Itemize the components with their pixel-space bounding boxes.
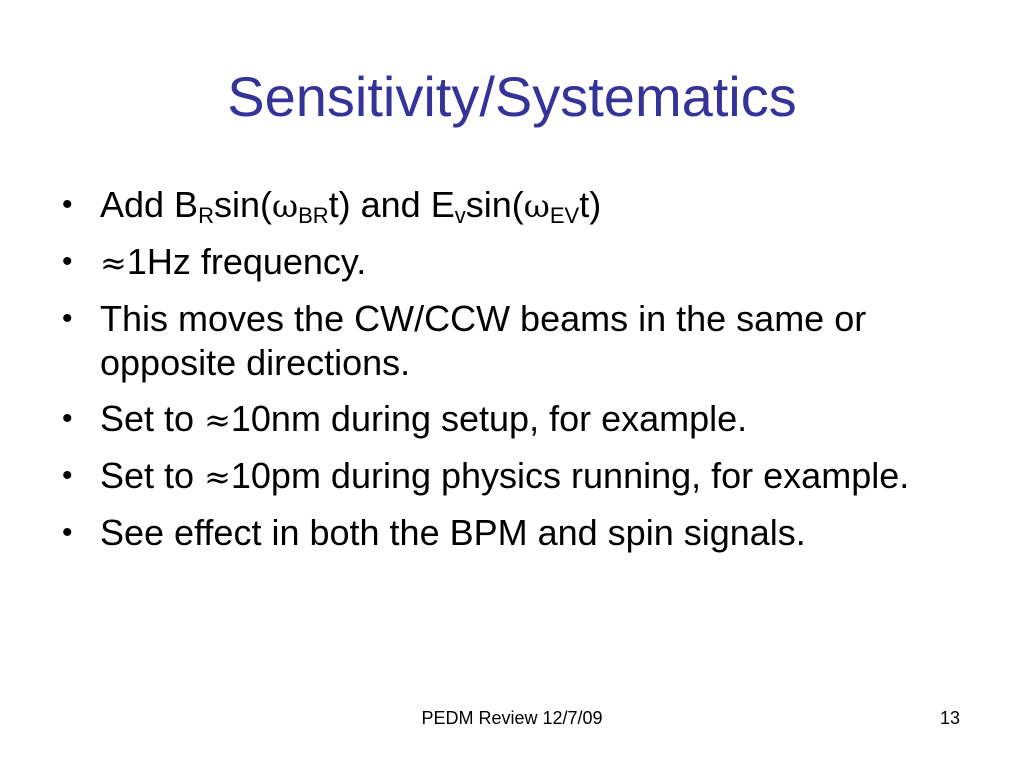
omega-symbol: ω [523,187,550,225]
list-item [62,297,962,385]
bullet-text: 1Hz frequency. [126,241,367,282]
bullet-list [62,183,962,567]
bullet-dot: • [62,188,73,221]
bullet-text: 10pm during physics running, for example. [230,455,910,496]
bullet-text: t) and E [328,184,455,225]
omega-symbol: ω [271,187,299,225]
bullet-text: See effect in both the BPM and spin signals. [100,512,806,553]
slide-title: Sensitivity/Systematics [227,65,797,128]
approx-symbol: ≈ [204,401,231,439]
subscript: R [198,203,214,228]
bullet-text: sin( [465,184,524,225]
list-item [62,511,962,555]
subscript: EV [549,203,580,228]
list-item [62,397,962,442]
subscript: v [454,203,466,228]
bullet-dot: • [62,302,73,335]
bullet-text: Add B [100,184,199,225]
bullet-dot: • [62,402,73,435]
bullet-text: This moves the CW/CCW beams in the same or opposite directions. [100,298,867,383]
bullet-dot: • [62,245,73,278]
bullet-text: 10nm during setup, for example. [230,398,748,439]
bullet-text: Set to [100,455,205,496]
approx-symbol: ≈ [100,244,127,282]
bullet-text: sin( [213,184,272,225]
page-number: 13 [939,708,960,728]
footer-text: PEDM Review 12/7/09 [421,708,603,728]
bullet-dot: • [62,459,73,492]
list-item [62,183,962,228]
subscript: BR [298,203,329,228]
bullet-text: t) [579,184,602,225]
approx-symbol: ≈ [204,458,231,496]
list-item [62,454,962,499]
bullet-dot: • [62,516,73,549]
bullet-text: Set to [100,398,205,439]
list-item [62,240,962,285]
